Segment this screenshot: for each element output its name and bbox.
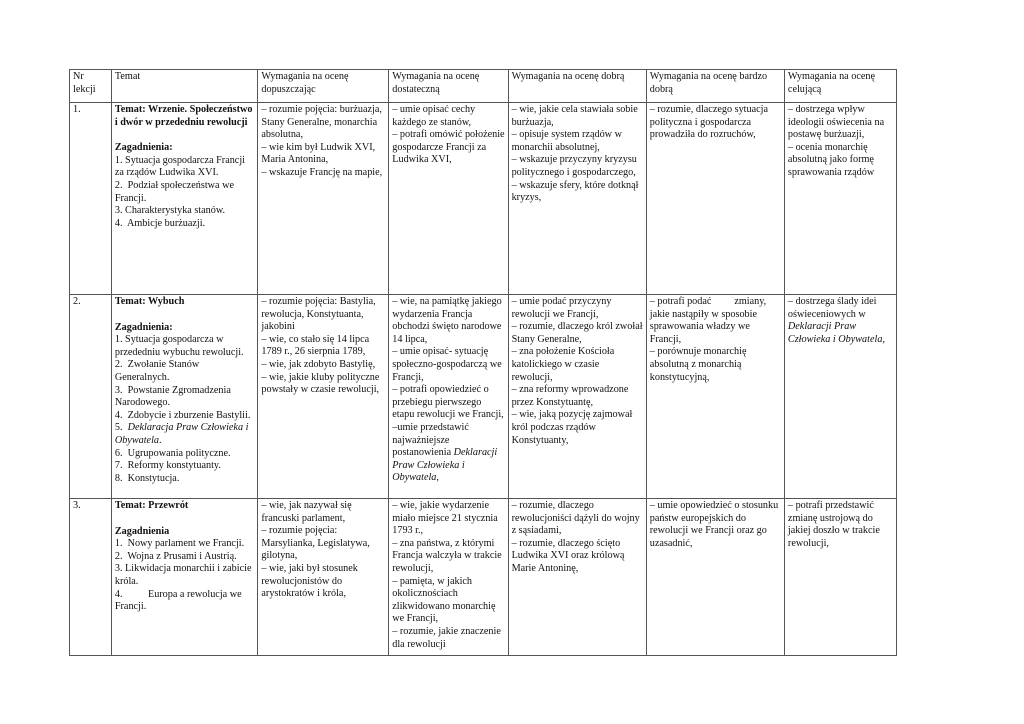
- requirement-item: – rozumie pojęcia: Bastylia, rewolucja, Konstytuanta, jakobini: [261, 296, 379, 333]
- topic-cell: [111, 499, 258, 656]
- requirement-item: – potrafi opowiedzieć o przebiegu pierwszego etapu rewolucji we Francji,: [392, 384, 504, 421]
- header-row: [70, 70, 897, 103]
- requirements-satisfactory: [389, 499, 508, 656]
- requirements-sufficient: [258, 103, 389, 295]
- requirement-item: – umie podać przyczyny rewolucji we Francji,: [511, 296, 614, 320]
- requirement-item: – wie, jak zdobyto Bastylię,: [261, 358, 376, 370]
- requirements-sufficient: [258, 499, 389, 656]
- requirements-very-good: [646, 103, 784, 295]
- issue-item: 3. Charakterystyka stanów.: [114, 205, 226, 217]
- issues-label: Zagadnienia:: [114, 321, 173, 333]
- requirement-item: – rozumie pojęcia: Marsylianka, Legislatywa, gilotyna,: [261, 525, 373, 562]
- header-grade-very-good: Wymagania na ocenę bardzo dobrą: [646, 70, 784, 103]
- issues-label: Zagadnienia: [114, 525, 170, 537]
- header-grade-good: Wymagania na ocenę dobrą: [508, 70, 646, 103]
- requirement-item: – dostrzega ślady idei oświeceniowych w Deklaracji Praw Człowieka i Obywatela,: [787, 296, 885, 345]
- requirement-item: – opisuje system rządów w monarchii absolutnej,: [511, 129, 625, 153]
- issue-item: 7. Reformy konstytuanty.: [114, 460, 221, 472]
- requirements-very-good: [646, 295, 784, 499]
- requirement-item: – zna państwa, z którymi Francja walczyła w trakcie rewolucji,: [392, 537, 505, 574]
- requirement-item: – umie opisać cechy każdego ze stanów,: [392, 104, 478, 128]
- issue-item: 1. Nowy parlament we Francji.: [114, 538, 245, 550]
- requirement-item: – rozumie, dlaczego sytuacja polityczna i gospodarcza prowadziła do rozruchów,: [649, 104, 771, 141]
- requirement-item: – wskazuje Francję na mapie,: [261, 166, 383, 178]
- lesson-number: 2.: [70, 295, 112, 499]
- issue-item: 1. Sytuacja gospodarcza Francji za rządów Ludwika XVI.: [114, 154, 248, 179]
- requirement-item: – wskazuje sfery, które dotknął kryzys,: [511, 179, 642, 204]
- requirement-item: – rozumie, dlaczego ścięto Ludwika XVI oraz królową Marie Antoninę,: [511, 537, 627, 574]
- requirements-very-good: [646, 499, 784, 656]
- requirement-item: – wie, jakie kluby polityczne powstały w czasie rewolucji,: [261, 371, 382, 396]
- issue-item: 1. Sytuacja gospodarcza w przededniu wybuchu rewolucji.: [114, 334, 244, 358]
- requirement-item: – wie, na pamiątkę jakiego wydarzenia Francja obchodzi święto narodowe 14 lipca,: [392, 296, 505, 345]
- requirement-item: – wie, jak nazywał się francuski parlament,: [261, 500, 355, 524]
- requirement-item: – umie opowiedzieć o stosunku państw europejskich do rewolucji we Francji oraz go uzasadnić,: [649, 500, 781, 549]
- requirements-excellent: [784, 295, 896, 499]
- table-row: [70, 295, 897, 499]
- topic-cell: [111, 295, 258, 499]
- requirement-item: – rozumie, dlaczego rewolucjoniści dążyli do wojny z sąsiadami,: [511, 500, 643, 537]
- requirement-item: – zna położenie Kościoła katolickiego w czasie rewolucji,: [511, 346, 617, 383]
- requirements-satisfactory: [389, 103, 508, 295]
- requirements-good: [508, 103, 646, 295]
- requirement-item: – porównuje monarchię absolutną z monarchią konstytucyjną,: [649, 346, 750, 383]
- requirements-sufficient: [258, 295, 389, 499]
- issue-item: 4. Zdobycie i zburzenie Bastylii.: [114, 409, 251, 421]
- issues-label: Zagadnienia:: [114, 142, 173, 154]
- issue-item: 5. Deklaracja Praw Człowieka i Obywatela.: [114, 422, 251, 446]
- requirement-item: – wskazuje przyczyny kryzysu politycznego i gospodarczego,: [511, 154, 640, 178]
- topic-title: Temat: Przewrót: [114, 500, 189, 511]
- header-grade-satisfactory: Wymagania na ocenę dostateczną: [389, 70, 508, 103]
- topic-title: Temat: Wybuch: [114, 296, 185, 307]
- issue-item: 2. Podział społeczeństwa we Francji.: [114, 179, 237, 204]
- requirement-item: – potrafi przedstawić zmianę ustrojową do jakiej doszło w trakcie rewolucji,: [787, 500, 892, 549]
- requirement-item: – wie, jakie cela stawiała sobie burżuazja,: [511, 104, 641, 128]
- issue-item: 8. Konstytucja.: [114, 472, 180, 484]
- requirements-good: [508, 295, 646, 499]
- requirements-good: [508, 499, 646, 656]
- requirement-item: – wie, co stało się 14 lipca 1789 r., 26 sierpnia 1789,: [261, 333, 372, 358]
- requirement-item: – pamięta, w jakich okolicznościach zlikwidowano monarchię we Francji,: [392, 575, 499, 625]
- requirement-item: – rozumie, jakie znaczenie dla rewolucji: [392, 625, 504, 650]
- lesson-number: 3.: [70, 499, 112, 656]
- requirement-item: – dostrzega wpływ ideologii oświecenia na postawę burżuazji,: [787, 104, 887, 141]
- requirement-item: – potrafi podać zmiany, jakie nastąpiły w sposobie sprawowania władzy we Francji,: [649, 296, 769, 345]
- issue-item: 6. Ugrupowania polityczne.: [114, 447, 231, 459]
- topic-cell: [111, 103, 258, 295]
- issue-item: 4. Ambicje burżuazji.: [114, 217, 206, 229]
- issue-item: 2. Zwołanie Stanów Generalnych.: [114, 359, 202, 383]
- requirement-item: – potrafi omówić położenie gospodarcze Francji za Ludwika XVI,: [392, 129, 508, 166]
- issue-item: 2. Wojna z Prusami i Austrią.: [114, 550, 237, 562]
- requirement-item: – wie, jaką pozycję zajmował król podczas rządów Konstytuanty,: [511, 409, 635, 446]
- header-topic: Temat: [111, 70, 258, 103]
- requirement-item: – rozumie, dlaczego król zwołał Stany Generalne,: [511, 321, 646, 345]
- requirement-item: – ocenia monarchię absolutną jako formę sprawowania rządów: [787, 141, 877, 178]
- requirement-item: – wie kim był Ludwik XVI, Maria Antonina,: [261, 141, 378, 166]
- requirements-excellent: [784, 499, 896, 656]
- issue-item: 3. Likwidacja monarchii i zabicie króla.: [114, 563, 255, 587]
- requirement-item: – umie opisać- sytuację społeczno-gospodarczą we Francji,: [392, 346, 505, 383]
- requirement-item: – zna reformy wprowadzone przez Konstytuantę,: [511, 384, 631, 408]
- issue-item: 3. Powstanie Zgromadzenia Narodowego.: [114, 384, 234, 409]
- requirement-item: – wie, jaki był stosunek rewolucjonistów do arystokratów i króla,: [261, 562, 361, 600]
- header-grade-sufficient: Wymagania na ocenę dopuszczając: [258, 70, 389, 103]
- header-lesson-number: Nr lekcji: [70, 70, 112, 103]
- requirement-item: – rozumie pojęcia: burżuazja, Stany Generalne, monarchia absolutna,: [261, 104, 385, 141]
- requirements-satisfactory: [389, 295, 508, 499]
- header-grade-excellent: Wymagania na ocenę celującą: [784, 70, 896, 103]
- requirements-excellent: [784, 103, 896, 295]
- requirement-item: – wie, jakie wydarzenie miało miejsce 21 stycznia 1793 r.,: [392, 500, 501, 537]
- table-row: [70, 103, 897, 295]
- issue-item: 4. Europa a rewolucja we Francji.: [114, 588, 245, 613]
- lesson-number: 1.: [70, 103, 112, 295]
- table-row: [70, 499, 897, 656]
- topic-title: Temat: Wrzenie. Społeczeństwo i dwór w przededniu rewolucji: [114, 104, 253, 128]
- requirement-item: –umie przedstawić najważniejsze postanowienia Deklaracji Praw Człowieka i Obywatela,: [392, 421, 500, 484]
- requirements-table: [69, 69, 897, 656]
